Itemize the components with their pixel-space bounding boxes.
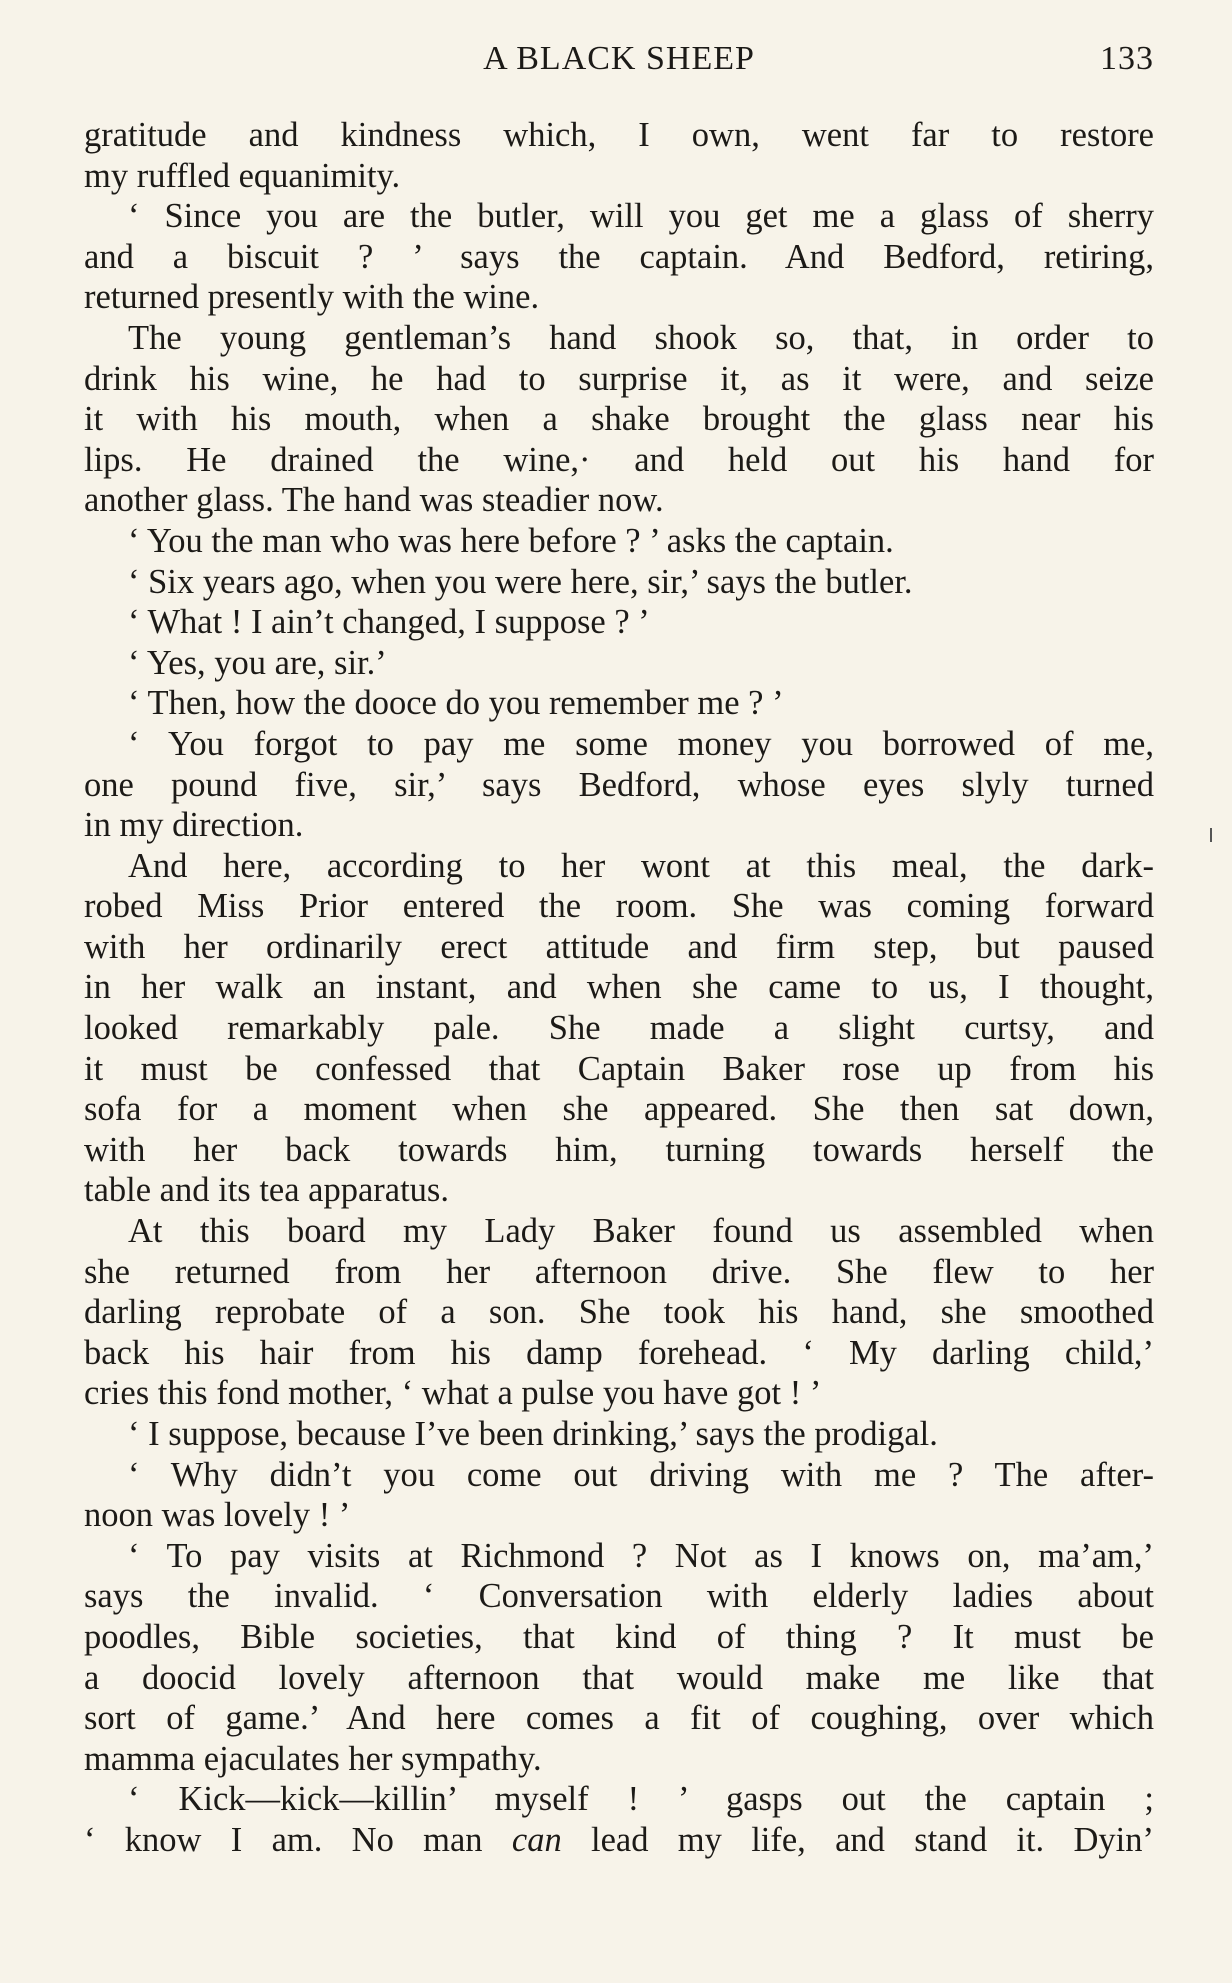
text-line	[84, 1820, 1154, 1861]
body-text	[84, 115, 1154, 1861]
text-line: she returned from her afternoon drive. She flew to her	[84, 1252, 1154, 1291]
text-line: ‘ Why didn’t you come out driving with me ? The after-	[128, 1455, 1154, 1494]
text-line: And here, according to her wont at this meal, the dark-	[128, 846, 1154, 885]
text-line: ‘ You forgot to pay me some money you borrowed of me,	[128, 724, 1154, 763]
text-line: looked remarkably pale. She made a slight curtsy, and	[84, 1009, 1154, 1048]
text-line: sort of game.’ And here comes a fit of coughing, over which	[84, 1699, 1154, 1738]
text-line: noon was lovely ! ’	[84, 1496, 351, 1535]
text-line: says the invalid. ‘ Conversation with elderly ladies about	[84, 1577, 1154, 1616]
text-run: lead my life, and stand it. Dyin’	[561, 1820, 1154, 1859]
text-line: lips. He drained the wine,· and held out his hand for	[84, 440, 1154, 479]
text-line: poodles, Bible societies, that kind of thing ? It must be	[84, 1617, 1154, 1656]
text-line: sofa for a moment when she appeared. She then sat down,	[84, 1090, 1154, 1129]
text-line: At this board my Lady Baker found us assembled when	[128, 1212, 1154, 1251]
text-line: my ruffled equanimity.	[84, 156, 401, 195]
text-run: ‘ know I am. No man	[84, 1820, 512, 1859]
text-line: in my direction.	[84, 806, 304, 845]
text-line: one pound five, sir,’ says Bedford, whose eyes slyly turned	[84, 765, 1154, 804]
text-line: it with his mouth, when a shake brought the glass near his	[84, 400, 1154, 439]
text-line: ‘ To pay visits at Richmond ? Not as I knows on, ma’am,’	[128, 1536, 1154, 1575]
text-line: another glass. The hand was steadier now.	[84, 481, 664, 520]
text-line: ‘ You the man who was here before ? ’ asks the captain.	[128, 521, 894, 560]
margin-mark	[1210, 828, 1212, 842]
text-line: ‘ I suppose, because I’ve been drinking,’ says the prodigal.	[128, 1415, 938, 1453]
text-line: ‘ Six years ago, when you were here, sir,’ says the butler.	[128, 562, 913, 601]
text-line: ‘ Yes, you are, sir.’	[128, 643, 387, 682]
running-head	[84, 40, 1154, 84]
text-line: ‘ Kick—kick—killin’ myself ! ’ gasps out the captain ;	[128, 1780, 1154, 1819]
text-line: back his hair from his damp forehead. ‘ My darling child,’	[84, 1333, 1154, 1372]
text-line: The young gentleman’s hand shook so, that, in order to	[128, 318, 1154, 357]
text-line: in her walk an instant, and when she came to us, I thought,	[84, 968, 1154, 1007]
text-line: with her back towards him, turning towards herself the	[84, 1130, 1154, 1169]
page-number: 133	[1100, 40, 1154, 77]
running-title: A BLACK SHEEP	[483, 40, 755, 77]
text-line: gratitude and kindness which, I own, went far to restore	[84, 116, 1154, 154]
text-line: darling reprobate of a son. She took his hand, she smoothed	[84, 1293, 1154, 1332]
text-line: drink his wine, he had to surprise it, as it were, and seize	[84, 359, 1154, 398]
text-line: with her ordinarily erect attitude and firm step, but paused	[84, 927, 1154, 966]
text-line: ‘ Then, how the dooce do you remember me ? ’	[128, 684, 784, 723]
text-line: returned presently with the wine.	[84, 278, 540, 317]
italic-word: can	[511, 1820, 562, 1859]
text-line: cries this fond mother, ‘ what a pulse you have got ! ’	[84, 1374, 822, 1413]
text-line: ‘ Since you are the butler, will you get me a glass of sherry	[128, 197, 1154, 236]
text-line: and a biscuit ? ’ says the captain. And Bedford, retiring,	[84, 237, 1154, 276]
text-line: robed Miss Prior entered the room. She was coming forward	[84, 887, 1154, 926]
text-line: a doocid lovely afternoon that would make me like that	[84, 1658, 1154, 1697]
text-line: it must be confessed that Captain Baker rose up from his	[84, 1049, 1154, 1088]
text-line: table and its tea apparatus.	[84, 1171, 449, 1210]
text-line: ‘ What ! I ain’t changed, I suppose ? ’	[128, 603, 650, 642]
text-line: mamma ejaculates her sympathy.	[84, 1739, 542, 1778]
